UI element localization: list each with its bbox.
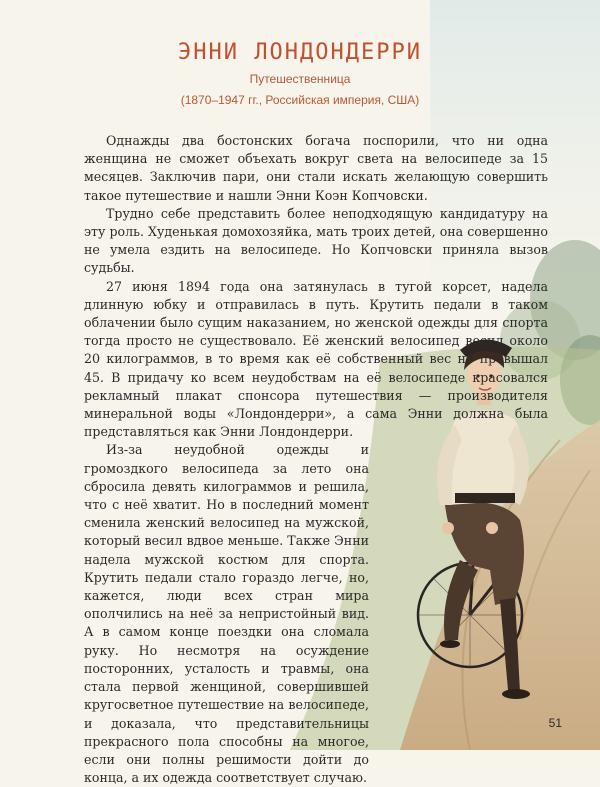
page-title: ЭННИ ЛОНДОНДЕРРИ [178,40,422,65]
page-subtitle: Путешественница [249,72,351,86]
page-number: 51 [548,716,562,730]
life-dates: (1870–1947 гг., Российская империя, США) [180,93,420,107]
article-body [84,132,548,787]
paragraph: Трудно себе представить более неподходящую кандидатуру на эту роль. Худенькая домохозяйка, мать троих детей, она совершенно не умела ездить на велосипеде. Но Копчовски приняла вызов судьбы. [84,205,548,276]
paragraph: Однажды два бостонских богача поспорили, что ни одна женщина не сможет объехать вокруг света на велосипеде за 15 месяцев. Заключив пари, они стали искать желающую совершить такое путешествие и нашли Энни Коэн Копчовски. [84,133,548,203]
paragraph: Из-за неудобной одежды и громоздкого велосипеда за лето она сбросила девять килограммов и решила, что с неё хватит. Но в последний момент сменила женский велосипед на мужской, который весил вдвое меньше. Также Энни надела мужской костюм для спорта. Крутить педали стало гораздо легче, но, кажется, люди всех стран мира ополчились на неё за непристойный вид. А в самом конце поездки она сломала руку. Но несмотря на осуждение посторонних, усталость и травмы, она стала первой женщиной, совершившей кругосветное путешествие на велосипеде, и доказала, что представительницы прекрасного пола способны на многое, если они полны решимости дойти до конца, а их одежда соответствует случаю. [84,442,369,786]
paragraph: 27 июня 1894 года она затянулась в тугой корсет, надела длинную юбку и отправилась в путь. Крутить педали в таком облачении было сущим наказанием, но женской одежды для спорта тогда просто не существовало. Её женский велосипед весил около 20 килограммов, в то время как её собственный вес не превышал 45. В придачу ко всем неудобствам на её велосипеде красовался рекламный плакат спонсора путешествия — производителя минеральной воды «Лондондерри», а сама Энни должна была представляться как Энни Лондондерри. [84,278,548,440]
